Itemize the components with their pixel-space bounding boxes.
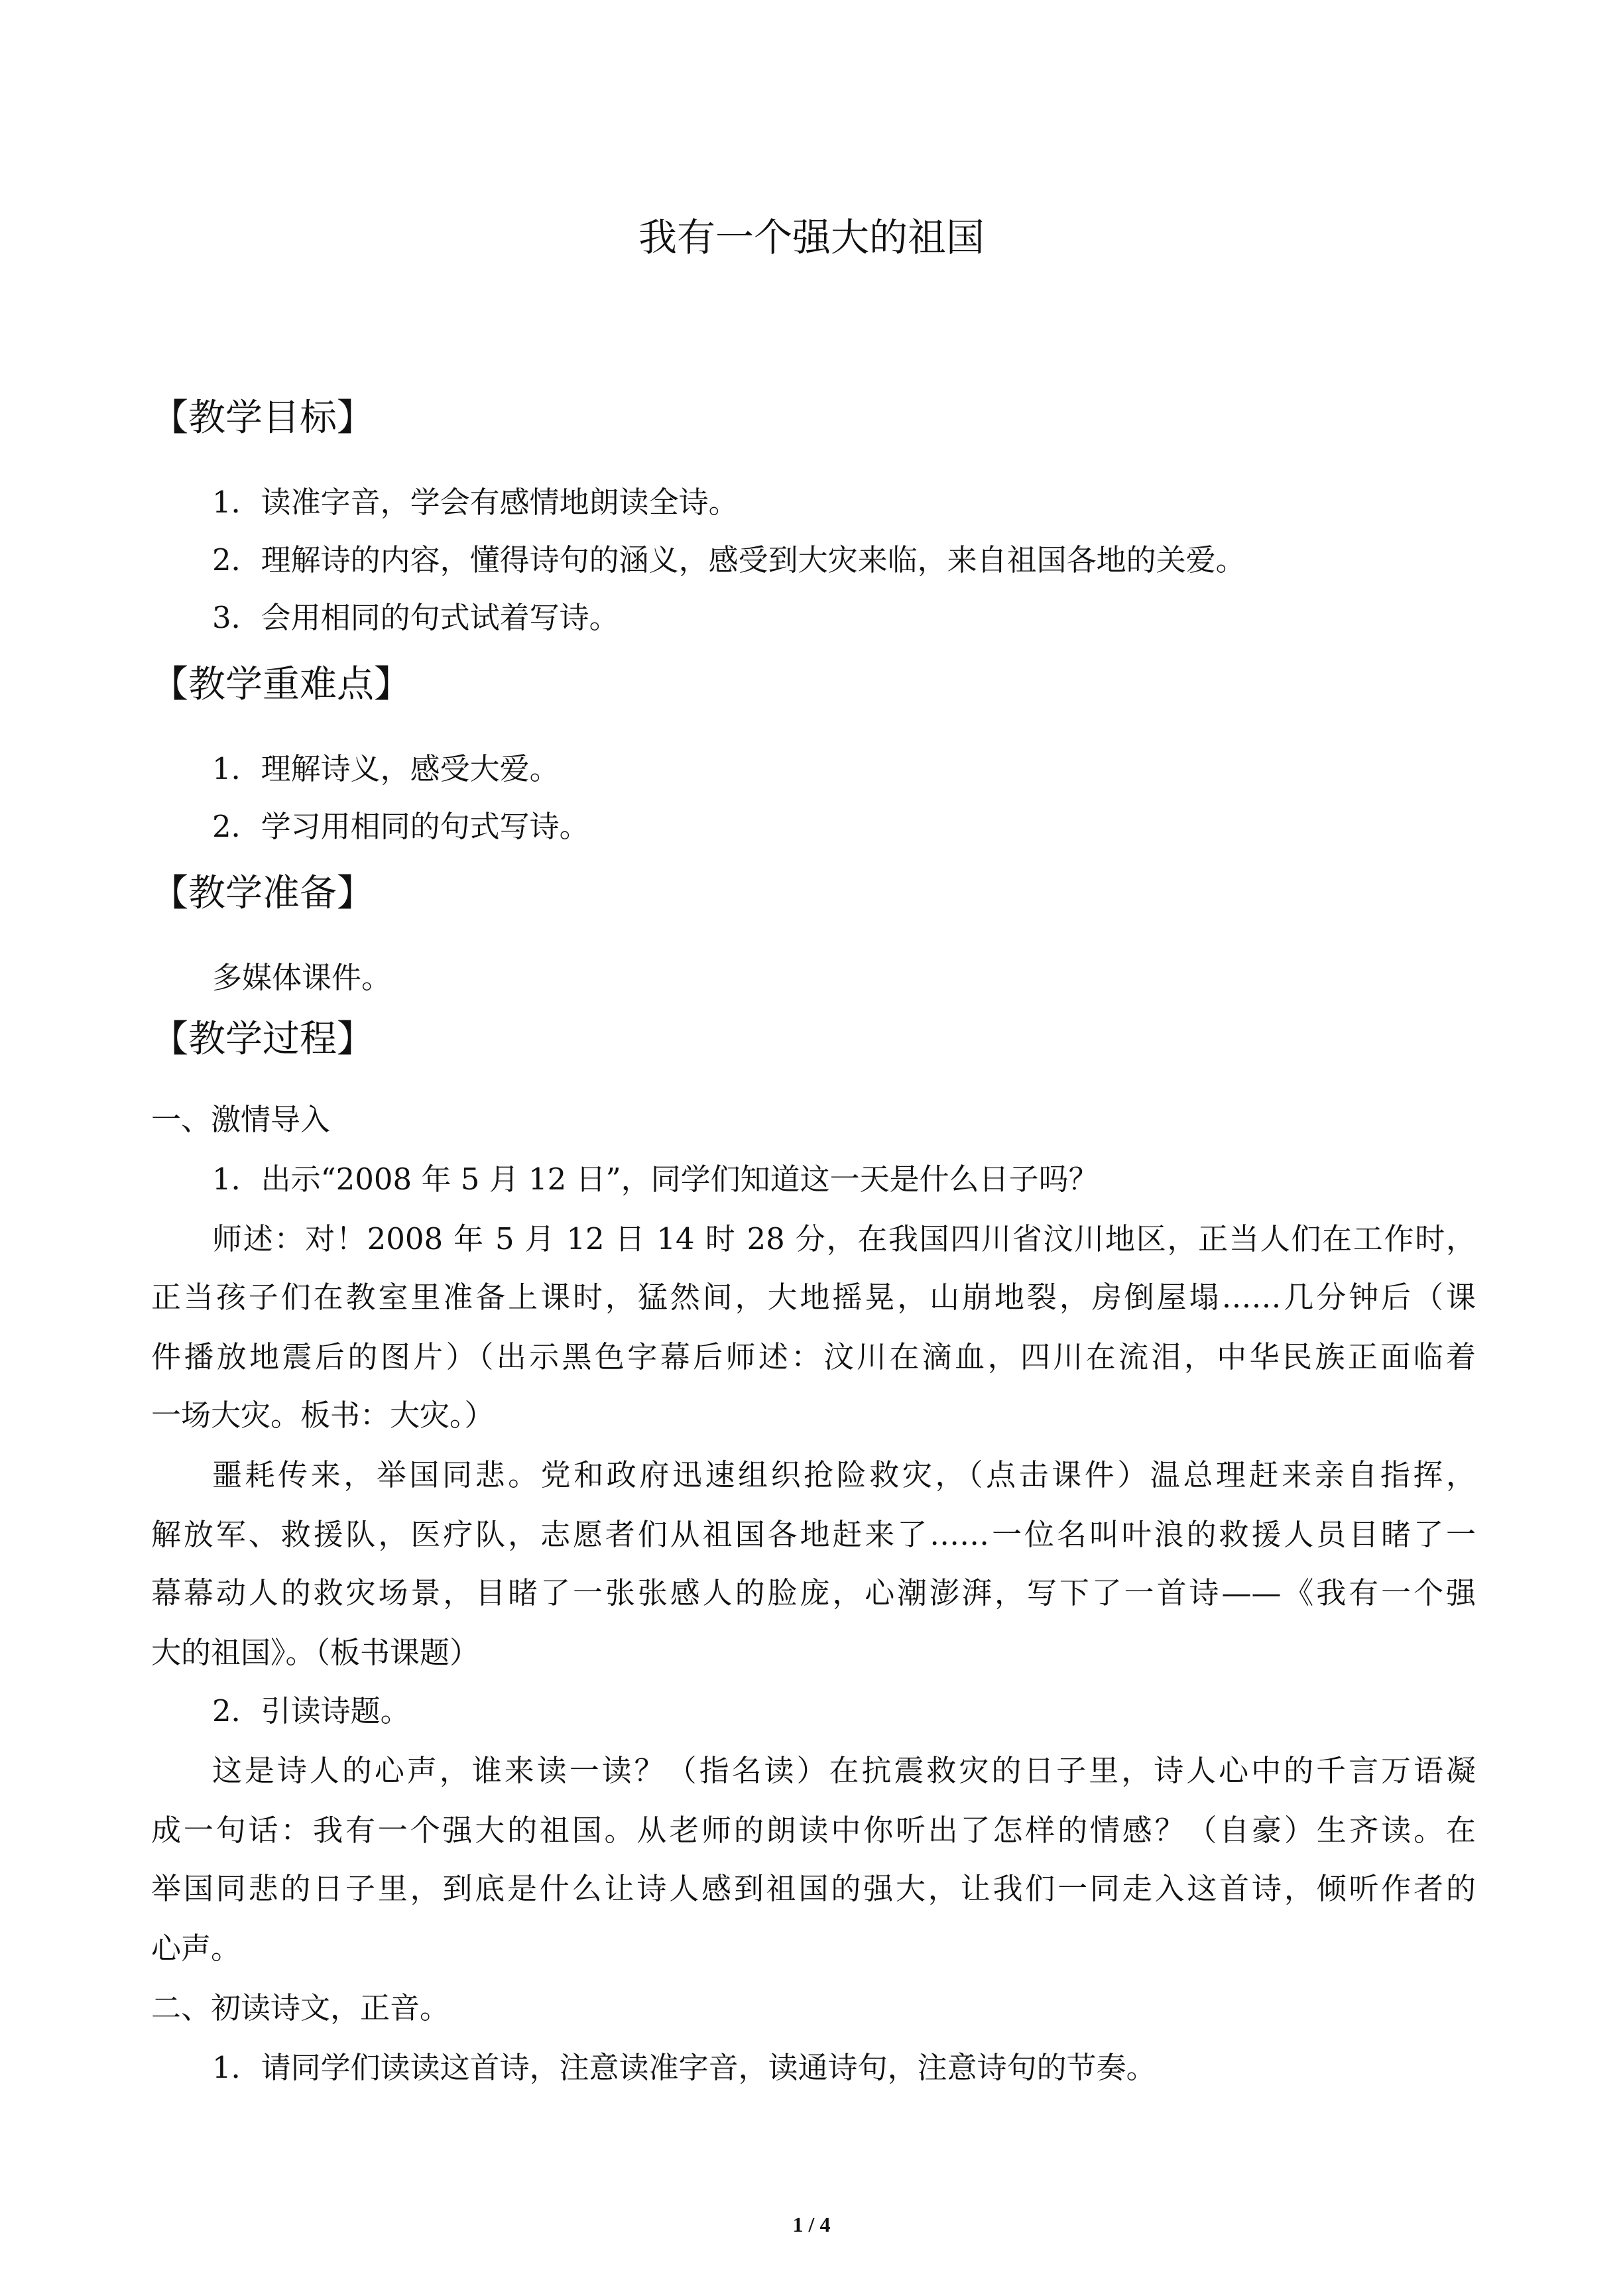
process-line: 大的祖国》。（板书课题） xyxy=(151,1635,480,1670)
process-line: 正当孩子们在教室里准备上课时，猛然间，大地摇晃，山崩地裂，房倒屋塌……几分钟后（课 xyxy=(151,1280,1476,1315)
process-line: 举国同悲的日子里，到底是什么让诗人感到祖国的强大，让我们一同走入这首诗，倾听作者的 xyxy=(151,1871,1476,1906)
key-point-item: 2．学习用相同的句式写诗。 xyxy=(212,809,589,844)
document-title: 我有一个强大的祖国 xyxy=(638,215,985,260)
process-line: 心声。 xyxy=(151,1931,241,1966)
process-line: 件播放地震后的图片）（出示黑色字幕后师述：汶川在滴血，四川在流泪，中华民族正面临着 xyxy=(151,1339,1476,1374)
process-line: 1．出示“2008 年 5 月 12 日”，同学们知道这一天是什么日子吗？ xyxy=(212,1162,1099,1197)
process-line: 这是诗人的心声，谁来读一读？（指名读）在抗震救灾的日子里，诗人心中的千言万语凝 xyxy=(212,1753,1476,1788)
section-heading-process: 【教学过程】 xyxy=(151,1018,374,1061)
key-point-item: 1．理解诗义，感受大爱。 xyxy=(212,751,560,786)
process-line: 幕幕动人的救灾场景，目睹了一张张感人的脸庞，心潮澎湃，写下了一首诗——《我有一个强 xyxy=(151,1575,1476,1610)
process-line: 2．引读诗题。 xyxy=(212,1693,410,1728)
page-number: 1 / 4 xyxy=(792,2212,831,2236)
preparation-item: 多媒体课件。 xyxy=(212,960,392,995)
process-line: 1．请同学们读读这首诗，注意读准字音，读通诗句，注意诗句的节奏。 xyxy=(212,2050,1156,2085)
objective-item: 3．会用相同的句式试着写诗。 xyxy=(212,600,619,635)
section-heading-key-points: 【教学重难点】 xyxy=(151,663,411,706)
objective-item: 1．读准字音，学会有感情地朗读全诗。 xyxy=(212,485,739,520)
process-line: 一场大灾。板书：大灾。） xyxy=(151,1398,495,1433)
process-line: 解放军、救援队，医疗队，志愿者们从祖国各地赶来了……一位名叫叶浪的救援人员目睹了一 xyxy=(151,1517,1476,1552)
process-subheading: 一、激情导入 xyxy=(151,1102,331,1137)
process-line: 师述：对！2008 年 5 月 12 日 14 时 28 分，在我国四川省汶川地区，正当人们在工作时， xyxy=(212,1221,1476,1256)
section-heading-preparation: 【教学准备】 xyxy=(151,872,374,915)
section-heading-objectives: 【教学目标】 xyxy=(151,396,374,440)
objective-item: 2．理解诗的内容，懂得诗句的涵义，感受到大灾来临，来自祖国各地的关爱。 xyxy=(212,542,1246,577)
process-subheading: 二、初读诗文，正音。 xyxy=(151,1990,450,2025)
process-line: 成一句话：我有一个强大的祖国。从老师的朗读中你听出了怎样的情感？（自豪）生齐读。在 xyxy=(151,1813,1476,1848)
process-line: 噩耗传来，举国同悲。党和政府迅速组织抢险救灾，（点击课件）温总理赶来亲自指挥， xyxy=(212,1457,1476,1492)
